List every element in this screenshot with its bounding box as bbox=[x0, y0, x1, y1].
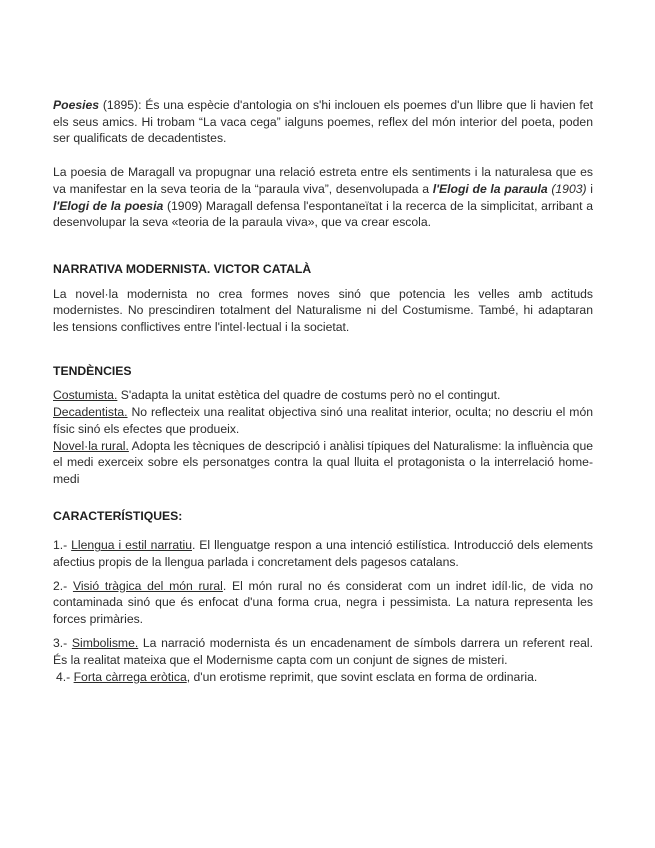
elogi-poesia-title: l'Elogi de la poesia bbox=[53, 198, 164, 213]
caracteristica-item bbox=[53, 578, 593, 628]
item-number: 2.- bbox=[53, 578, 73, 593]
tendency-novella-rural bbox=[53, 438, 593, 488]
item-text: . El món rural no és considerat com un indret idíl·lic, de vida no contaminada sinó que és enfocat d'una forma crua, negra i pessimista. La natura representa les forces primàries. bbox=[53, 578, 594, 627]
poesies-title: Poesies bbox=[53, 98, 100, 112]
item-number: 3.- bbox=[53, 635, 72, 650]
tendency-label: Decadentista. bbox=[53, 405, 128, 420]
document-page bbox=[53, 97, 593, 686]
tendency-decadentista bbox=[53, 404, 593, 437]
narrativa-heading: NARRATIVA MODERNISTA. VICTOR CATALÀ bbox=[53, 261, 312, 276]
maragall-paragraph bbox=[53, 164, 593, 231]
item-text: . El llenguatge respon a una intenció estilística. Introducció dels elements afectius propis de la llengua parlada i concretament dels pagesos catalans. bbox=[53, 538, 593, 570]
caracteristiques-heading: CARACTERÍSTIQUES: bbox=[53, 508, 183, 523]
caracteristica-item bbox=[53, 669, 593, 686]
maragall-text-3: (1909) Maragall defensa l'espontaneïtat i la recerca de la simplicitat, arribant a desenvolupar la seva «teoria de la paraula viva», que va crear escola. bbox=[53, 198, 594, 230]
item-label: Visió tràgica del món rural bbox=[72, 578, 223, 593]
caracteristica-item bbox=[53, 635, 593, 668]
tendencies-heading: TENDÈNCIES bbox=[53, 363, 132, 378]
item-text: , d'un erotisme reprimit, que sovint esclata en forma de ordinaria. bbox=[186, 670, 538, 685]
tendency-costumista bbox=[53, 387, 593, 404]
tendency-text: No reflecteix una realitat objectiva sinó una realitat interior, oculta; no descriu el món físic sinó els efectes que produeix. bbox=[53, 405, 593, 436]
poesies-paragraph bbox=[53, 97, 593, 147]
caracteristica-item bbox=[53, 537, 593, 570]
item-label: Forta càrrega eròtica bbox=[73, 670, 187, 685]
maragall-text-1: La poesia de Maragall va propugnar una relació estreta entre els sentiments i la naturalesa que es va manifestar en la seva teoria de la “paraula viva”, desenvolupada a bbox=[53, 165, 593, 196]
elogi-paraula-year: (1903) bbox=[547, 181, 587, 196]
elogi-paraula-title: l'Elogi de la paraula bbox=[432, 181, 548, 196]
tendency-text: Adopta les tècniques de descripció i anàlisi típiques del Naturalisme: la influència que el medi exerceix sobre els personatges contra la qual lluita el protagonista o la interrelació home-medi bbox=[53, 438, 594, 486]
poesies-text: (1895): És una espècie d'antologia on s'hi inclouen els poemes d'un llibre que li havien fet els seus amics. Hi trobam “La vaca cega” ialguns poemes, reflex del món interior del poeta, poden ser qualificats de decadentistes. bbox=[53, 98, 593, 146]
item-label: Llengua i estil narratiu bbox=[71, 538, 192, 553]
narrativa-paragraph: La novel·la modernista no crea formes noves sinó que potencia les velles amb actituds modernistes. No prescindiren totalment del Naturalisme ni del Costumisme. També, hi adaptaran les tensions conflictives entre l'intel·lectual i la societat. bbox=[53, 286, 593, 335]
item-number: 1.- bbox=[53, 538, 72, 553]
tendency-label: Costumista. bbox=[53, 388, 118, 403]
item-label: Simbolisme. bbox=[71, 635, 139, 650]
maragall-text-2: i bbox=[586, 181, 593, 196]
tendency-text: S'adapta la unitat estètica del quadre de costums però no el contingut. bbox=[117, 388, 501, 403]
item-text: La narració modernista és un encadenament de símbols darrera un referent real. És la realitat mateixa que el Modernisme capta com un conjunt de signes de misteri. bbox=[53, 635, 593, 667]
item-number: 4.- bbox=[56, 670, 74, 685]
tendency-label: Novel·la rural. bbox=[53, 438, 129, 453]
